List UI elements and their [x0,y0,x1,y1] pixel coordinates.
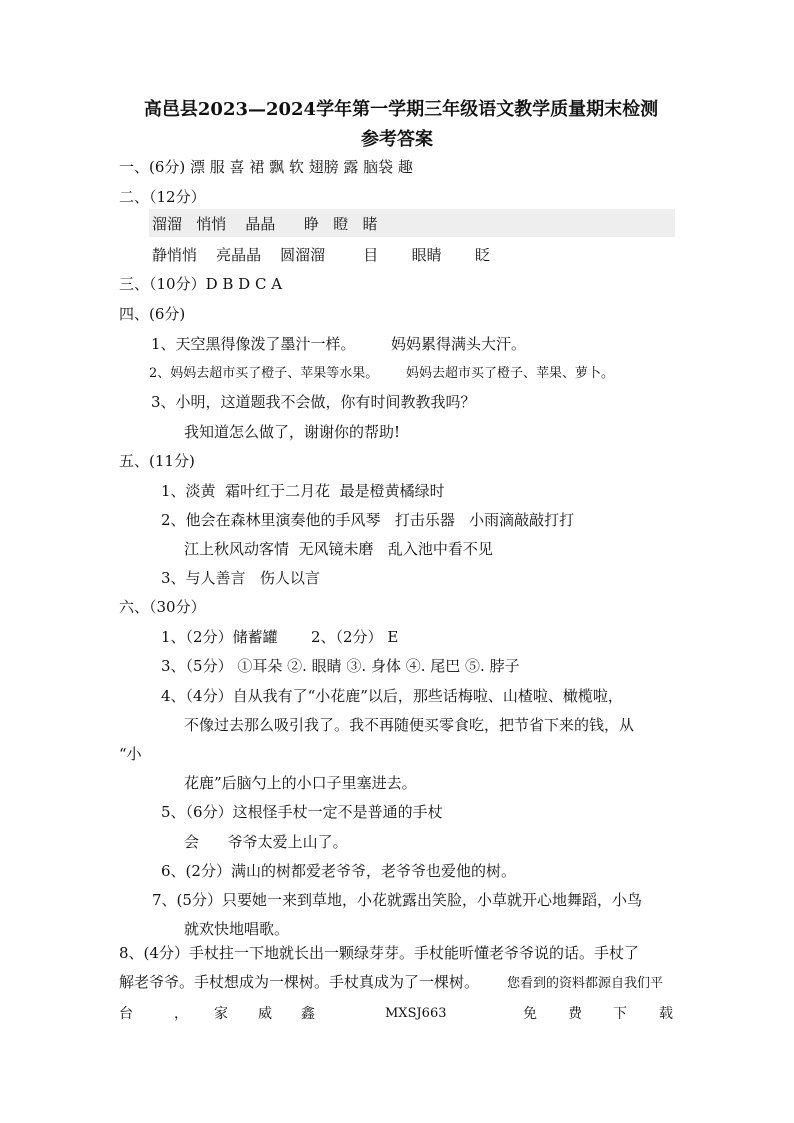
footer-code: MXSJ663 [385,1006,447,1021]
shaded-row-gap [119,209,149,237]
answer-5-3: 3、与人善言 伤人以言 [161,569,320,587]
answer-6-8: 8、(4分）手杖拄一下地就长出一颗绿芽芽。手杖能听懂老爷爷说的话。手杖了 [119,944,639,962]
answer-5-2: 2、他会在森林里演奏他的手风琴 打击乐器 小雨滴敲敲打打 [161,511,575,529]
answer-6-1-2: 1、（2分）储蓄罐 2、（2分） E [161,628,399,646]
answer-section-3: 三、（10分）D B D C A [119,275,283,293]
answer-6-5: 5、（6分）这根怪手杖一定不是普通的手杖 [161,803,443,821]
answer-6-4: 4、（4分）自从我有了“小花鹿”以后，那些话梅啦、山楂啦、橄榄啦， [161,687,623,705]
answer-4-1a: 1、天空黑得像泼了墨汁一样。 [151,335,356,353]
answer-row-words-2: 静悄悄 亮晶晶 圆溜溜 目 眼睛 眨 [152,246,491,264]
footer-word-4: 威 [258,1006,272,1022]
answer-row-words: 溜溜 悄悄 晶晶 睁 瞪 睹 [152,215,378,233]
footer-word-1: 台 [119,1006,133,1022]
footer-word-2: ， [174,1006,188,1022]
answer-5-2-cont: 江上秋风动客情 无风镜未磨 乱入池中看不见 [184,540,493,558]
answer-6-6: 6、(2分）满山的树都爱老爷爷，老爷爷也爱他的树。 [161,862,516,880]
answer-4-1b: 妈妈累得满头大汗。 [391,335,527,353]
footer-word-5: 鑫 [301,1006,315,1022]
answer-6-3: 3、（5分） ①耳朵 ②. 眼睛 ③. 身体 ④. 尾巴 ⑤. 脖子 [161,657,520,675]
answer-5-1: 1、淡黄 霜叶红于二月花 最是橙黄橘绿时 [161,482,445,500]
footer-word-8: 费 [568,1006,582,1022]
footer-word-3: 家 [214,1006,228,1022]
answer-section-1: 一、(6分) 漂 服 喜 裙 飘 软 翅膀 露 脑袋 趣 [119,158,413,176]
answer-4-3: 3、小明，这道题我不会做，你有时间教教我吗？ [151,393,476,411]
footer-word-9: 下 [613,1006,627,1022]
answer-section-6-header: 六、（30分） [119,598,206,616]
answer-section-4-header: 四、(6分) [119,305,186,323]
answer-6-8-cont: 解老爷爷。手杖想成为一棵树。手杖真成为了一棵树。 [119,973,480,991]
answer-6-4-wrap: “小 [119,745,142,763]
answer-6-5-cont: 会 爷爷太爱上山了。 [184,833,348,851]
answer-6-4-cont: 不像过去那么吸引我了。我不再随便买零食吃，把节省下来的钱，从 [184,716,635,734]
answer-4-2b: 妈妈去超市买了橙子、苹果、萝卜。 [406,366,615,381]
answer-4-3-cont: 我知道怎么做了，谢谢你的帮助! [184,423,401,441]
footer-word-10: 载 [659,1006,673,1022]
source-note: 您看到的资料都源自我们平 [507,976,664,991]
answer-4-2a: 2、妈妈去超市买了橙子、苹果等水果。 [149,366,379,381]
answer-section-2-header: 二、（12分） [119,188,206,206]
doc-title-line2: 参考答案 [361,129,433,150]
doc-title-line1: 高邑县2023—2024学年第一学期三年级语文教学质量期末检测 [143,99,659,120]
answer-6-7-cont: 就欢快地唱歌。 [184,920,290,938]
footer-word-7: 免 [523,1006,537,1022]
answer-section-5-header: 五、(11分) [119,452,195,470]
answer-6-7: 7、(5分）只要她一来到草地，小花就露出笑脸，小草就开心地舞蹈，小鸟 [152,891,642,909]
answer-6-4-end: 花鹿”后脑勺上的小口子里塞进去。 [184,774,417,792]
